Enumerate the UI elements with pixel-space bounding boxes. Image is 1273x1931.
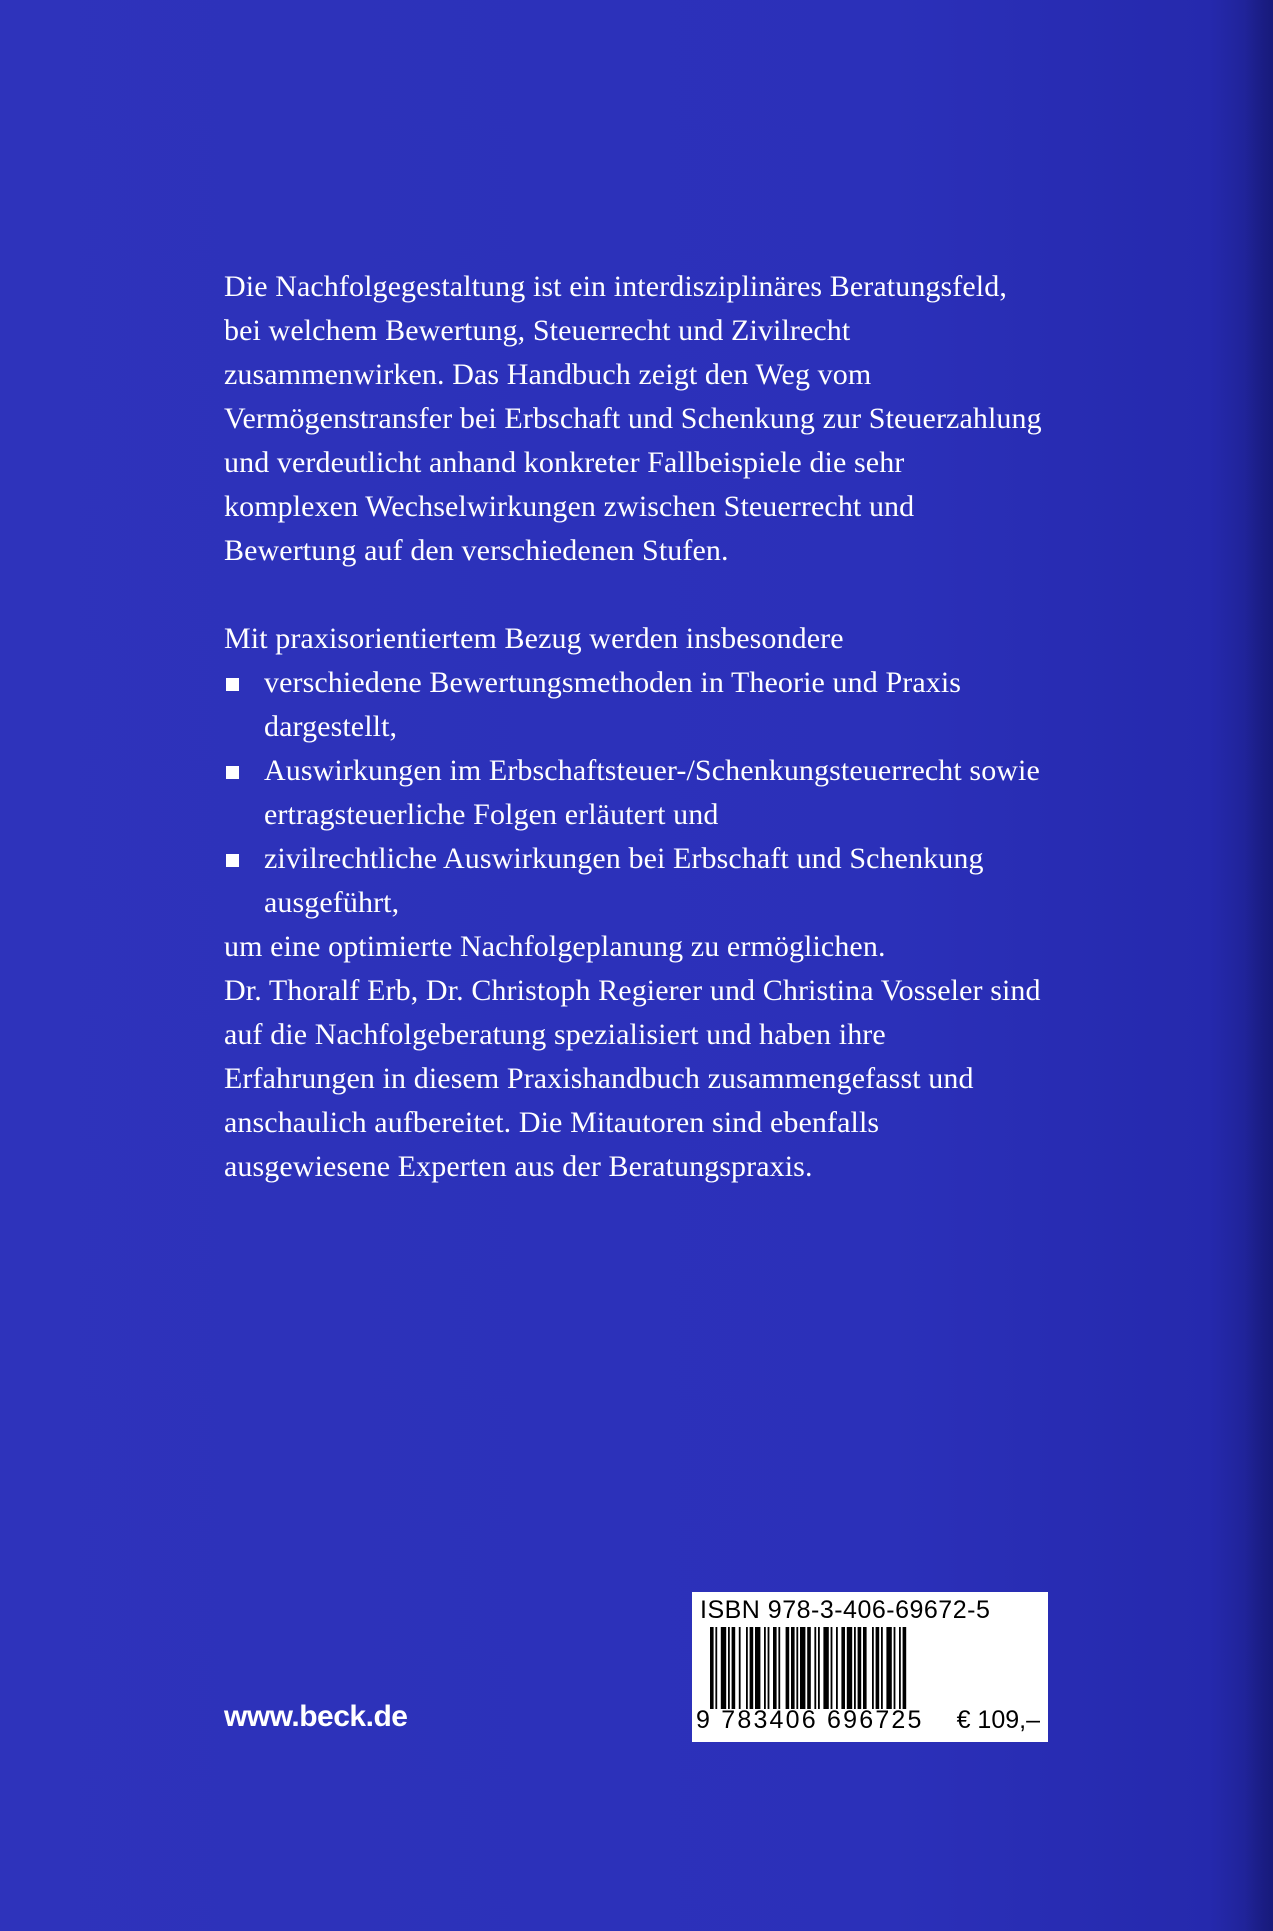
feature-item-text: Auswirkungen im Erbschaftsteuer-/Schenkungsteuerrecht sowie ertragsteuerliche Folgen erläutert und bbox=[264, 754, 1040, 831]
feature-item bbox=[224, 837, 1044, 925]
isbn-barcode-label bbox=[692, 1592, 1048, 1742]
isbn-number: ISBN 978-3-406-69672-5 bbox=[700, 1596, 991, 1624]
description-paragraph: Die Nachfolgegestaltung ist ein interdisziplinäres Beratungsfeld, bei welchem Bewertung, Steuerrecht und Zivilrecht zusammenwirken. Das Handbuch zeigt den Weg vom Vermögenstransfer bei Erbschaft und Schenkung zur Steuerzahlung und verdeutlicht anhand konkreter Fallbeispiele die sehr komplexen Wechselwirkungen zwischen Steuerrecht und Bewertung auf den verschiedenen Stufen. bbox=[224, 270, 1042, 567]
ean-digits: 9 783406 696725 bbox=[696, 1706, 924, 1734]
feature-item bbox=[224, 661, 1044, 749]
price-label: € 109,– bbox=[956, 1706, 1040, 1734]
square-bullet-icon bbox=[226, 766, 239, 779]
square-bullet-icon bbox=[226, 854, 239, 867]
barcode-icon bbox=[710, 1627, 958, 1709]
square-bullet-icon bbox=[226, 678, 239, 691]
blurb-text bbox=[224, 265, 1044, 1189]
feature-item-text: verschiedene Bewertungsmethoden in Theorie und Praxis dargestellt, bbox=[264, 666, 962, 743]
feature-item bbox=[224, 749, 1044, 837]
features-outro: um eine optimierte Nachfolgeplanung zu ermöglichen. bbox=[224, 930, 886, 963]
publisher-website: www.beck.de bbox=[224, 1700, 408, 1733]
cover-edge-shadow bbox=[1245, 0, 1273, 1931]
feature-item-text: zivilrechtliche Auswirkungen bei Erbschaft und Schenkung ausgeführt, bbox=[264, 842, 984, 919]
features-intro: Mit praxisorientiertem Bezug werden insbesondere bbox=[224, 622, 844, 655]
authors-paragraph: Dr. Thoralf Erb, Dr. Christoph Regierer und Christina Vosseler sind auf die Nachfolgeberatung spezialisiert und haben ihre Erfahrungen in diesem Praxishandbuch zusammengefasst und anschaulich aufbereitet. Die Mitautoren sind ebenfalls ausgewiesene Experten aus der Beratungspraxis. bbox=[224, 974, 1041, 1183]
feature-list bbox=[224, 661, 1044, 925]
